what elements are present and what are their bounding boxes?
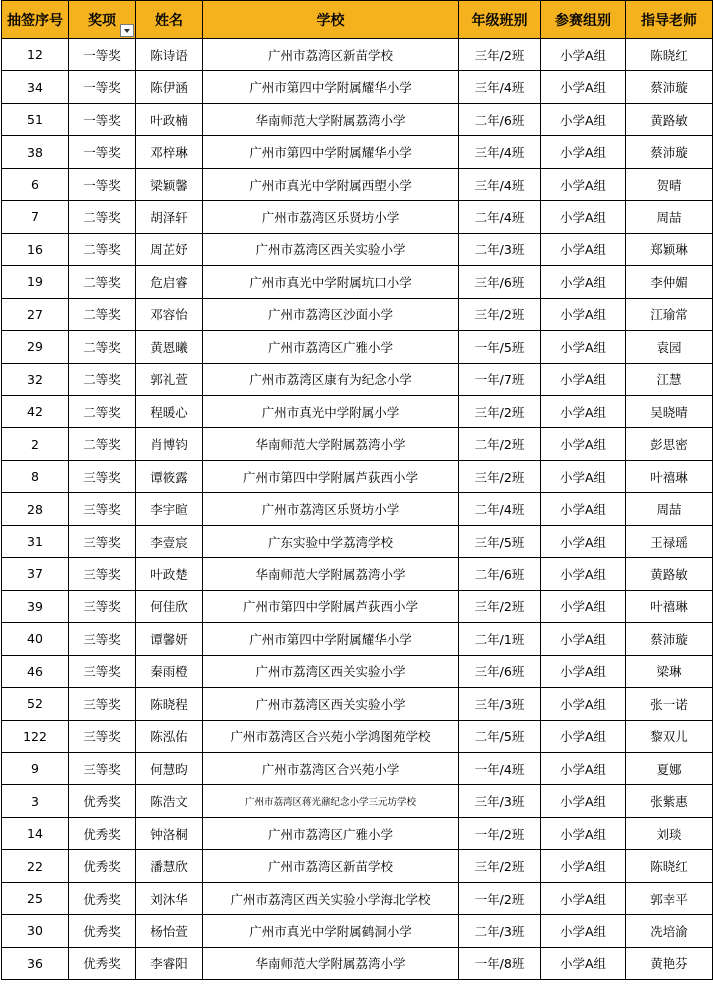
group-cell: 小学A组 (541, 688, 626, 720)
school-cell: 广州市第四中学附属芦荻西小学 (203, 460, 459, 492)
name-cell: 程暖心 (136, 395, 203, 427)
award-cell: 二等奖 (69, 201, 136, 233)
grade-class-cell: 三年/4班 (459, 136, 541, 168)
grade-class-cell: 三年/3班 (459, 785, 541, 817)
school-cell: 广州市荔湾区蒋光鼐纪念小学三元坊学校 (203, 785, 459, 817)
school-cell: 广州市荔湾区合兴苑小学鸿图苑学校 (203, 720, 459, 752)
grade-class-cell: 三年/2班 (459, 460, 541, 492)
group-cell: 小学A组 (541, 363, 626, 395)
group-cell: 小学A组 (541, 590, 626, 622)
school-cell: 广州市真光中学附属鹤洞小学 (203, 915, 459, 947)
table-row (2, 590, 713, 622)
name-cell: 李壹宸 (136, 525, 203, 557)
table-row (2, 331, 713, 363)
name-cell: 叶政楠 (136, 103, 203, 135)
group-cell: 小学A组 (541, 201, 626, 233)
group-cell: 小学A组 (541, 233, 626, 265)
school-cell: 广州市真光中学附属小学 (203, 395, 459, 427)
name-cell: 谭馨妍 (136, 623, 203, 655)
grade-class-cell: 一年/4班 (459, 752, 541, 784)
award-cell: 三等奖 (69, 688, 136, 720)
award-cell: 三等奖 (69, 655, 136, 687)
award-cell: 一等奖 (69, 71, 136, 103)
grade-class-cell: 二年/4班 (459, 493, 541, 525)
group-cell: 小学A组 (541, 168, 626, 200)
draw-number-cell: 22 (2, 850, 69, 882)
award-cell: 二等奖 (69, 266, 136, 298)
table-row (2, 882, 713, 914)
draw-number-cell: 6 (2, 168, 69, 200)
table-row (2, 71, 713, 103)
award-cell: 优秀奖 (69, 882, 136, 914)
group-cell: 小学A组 (541, 785, 626, 817)
school-cell: 广州市荔湾区合兴苑小学 (203, 752, 459, 784)
draw-number-cell: 37 (2, 558, 69, 590)
award-cell: 三等奖 (69, 752, 136, 784)
teacher-cell: 刘琰 (626, 817, 713, 849)
school-cell: 广州市第四中学附属耀华小学 (203, 136, 459, 168)
teacher-cell: 张紫惠 (626, 785, 713, 817)
table-row (2, 785, 713, 817)
group-cell: 小学A组 (541, 39, 626, 71)
teacher-cell: 彭思密 (626, 428, 713, 460)
name-cell: 肖博钧 (136, 428, 203, 460)
draw-number-cell: 40 (2, 623, 69, 655)
draw-number-cell: 8 (2, 460, 69, 492)
group-cell: 小学A组 (541, 460, 626, 492)
group-cell: 小学A组 (541, 395, 626, 427)
award-cell: 二等奖 (69, 298, 136, 330)
draw-number-cell: 29 (2, 331, 69, 363)
draw-number-cell: 52 (2, 688, 69, 720)
grade-class-cell: 三年/2班 (459, 850, 541, 882)
draw-number-cell: 7 (2, 201, 69, 233)
group-cell: 小学A组 (541, 655, 626, 687)
teacher-cell: 袁园 (626, 331, 713, 363)
table-row (2, 395, 713, 427)
name-cell: 李睿阳 (136, 947, 203, 979)
school-cell: 广东实验中学荔湾学校 (203, 525, 459, 557)
draw-number-cell: 51 (2, 103, 69, 135)
grade-class-cell: 三年/4班 (459, 71, 541, 103)
table-row (2, 915, 713, 947)
table-row (2, 136, 713, 168)
award-cell: 二等奖 (69, 395, 136, 427)
name-cell: 杨怡萱 (136, 915, 203, 947)
award-cell: 优秀奖 (69, 785, 136, 817)
table-row (2, 558, 713, 590)
draw-number-cell: 12 (2, 39, 69, 71)
name-cell: 叶政楚 (136, 558, 203, 590)
table-row (2, 363, 713, 395)
name-cell: 胡泽轩 (136, 201, 203, 233)
teacher-cell: 郭幸平 (626, 882, 713, 914)
award-cell: 三等奖 (69, 460, 136, 492)
school-cell: 广州市第四中学附属耀华小学 (203, 623, 459, 655)
award-table (1, 0, 713, 980)
award-cell: 二等奖 (69, 428, 136, 460)
teacher-cell: 冼培渝 (626, 915, 713, 947)
table-row (2, 817, 713, 849)
grade-class-cell: 二年/5班 (459, 720, 541, 752)
teacher-cell: 郑颖琳 (626, 233, 713, 265)
name-cell: 潘慧欣 (136, 850, 203, 882)
group-cell: 小学A组 (541, 266, 626, 298)
grade-class-cell: 二年/2班 (459, 428, 541, 460)
header-name: 姓名 (136, 1, 203, 39)
name-cell: 梁颖馨 (136, 168, 203, 200)
table-row (2, 298, 713, 330)
teacher-cell: 贺晴 (626, 168, 713, 200)
name-cell: 陈伊涵 (136, 71, 203, 103)
award-cell: 三等奖 (69, 623, 136, 655)
header-school: 学校 (203, 1, 459, 39)
teacher-cell: 李仲媚 (626, 266, 713, 298)
award-cell: 二等奖 (69, 233, 136, 265)
group-cell: 小学A组 (541, 428, 626, 460)
grade-class-cell: 三年/3班 (459, 688, 541, 720)
table-row (2, 201, 713, 233)
teacher-cell: 黎双儿 (626, 720, 713, 752)
table-row (2, 39, 713, 71)
table-row (2, 720, 713, 752)
group-cell: 小学A组 (541, 71, 626, 103)
header-group: 参赛组别 (541, 1, 626, 39)
school-cell: 广州市荔湾区乐贤坊小学 (203, 201, 459, 233)
award-cell: 优秀奖 (69, 947, 136, 979)
award-cell: 优秀奖 (69, 850, 136, 882)
draw-number-cell: 30 (2, 915, 69, 947)
award-cell: 一等奖 (69, 103, 136, 135)
teacher-cell: 周喆 (626, 201, 713, 233)
name-cell: 陈诗语 (136, 39, 203, 71)
name-cell: 刘沐华 (136, 882, 203, 914)
grade-class-cell: 二年/1班 (459, 623, 541, 655)
table-row (2, 266, 713, 298)
school-cell: 广州市真光中学附属坑口小学 (203, 266, 459, 298)
award-cell: 三等奖 (69, 525, 136, 557)
school-cell: 广州市荔湾区新苗学校 (203, 850, 459, 882)
grade-class-cell: 三年/2班 (459, 590, 541, 622)
award-cell: 一等奖 (69, 136, 136, 168)
grade-class-cell: 一年/8班 (459, 947, 541, 979)
group-cell: 小学A组 (541, 817, 626, 849)
grade-class-cell: 二年/6班 (459, 558, 541, 590)
group-cell: 小学A组 (541, 915, 626, 947)
teacher-cell: 陈晓红 (626, 850, 713, 882)
table-row (2, 752, 713, 784)
school-cell: 华南师范大学附属荔湾小学 (203, 947, 459, 979)
teacher-cell: 叶禧琳 (626, 460, 713, 492)
group-cell: 小学A组 (541, 947, 626, 979)
grade-class-cell: 一年/2班 (459, 882, 541, 914)
award-cell: 二等奖 (69, 331, 136, 363)
draw-number-cell: 34 (2, 71, 69, 103)
name-cell: 邓梓琳 (136, 136, 203, 168)
draw-number-cell: 3 (2, 785, 69, 817)
award-cell: 三等奖 (69, 590, 136, 622)
teacher-cell: 江慧 (626, 363, 713, 395)
school-cell: 华南师范大学附属荔湾小学 (203, 103, 459, 135)
draw-number-cell: 46 (2, 655, 69, 687)
grade-class-cell: 二年/4班 (459, 201, 541, 233)
name-cell: 黄恩曦 (136, 331, 203, 363)
award-cell: 三等奖 (69, 558, 136, 590)
teacher-cell: 周喆 (626, 493, 713, 525)
award-cell: 优秀奖 (69, 915, 136, 947)
name-cell: 陈泓佑 (136, 720, 203, 752)
table-row (2, 623, 713, 655)
grade-class-cell: 三年/2班 (459, 39, 541, 71)
name-cell: 周芷妤 (136, 233, 203, 265)
group-cell: 小学A组 (541, 850, 626, 882)
school-cell: 广州市荔湾区广雅小学 (203, 331, 459, 363)
draw-number-cell: 38 (2, 136, 69, 168)
teacher-cell: 蔡沛璇 (626, 623, 713, 655)
draw-number-cell: 122 (2, 720, 69, 752)
award-cell: 一等奖 (69, 168, 136, 200)
school-cell: 华南师范大学附属荔湾小学 (203, 428, 459, 460)
table-row (2, 947, 713, 979)
table-row (2, 493, 713, 525)
name-cell: 何慧昀 (136, 752, 203, 784)
teacher-cell: 张一诺 (626, 688, 713, 720)
grade-class-cell: 三年/4班 (459, 168, 541, 200)
name-cell: 秦雨橙 (136, 655, 203, 687)
school-cell: 广州市荔湾区广雅小学 (203, 817, 459, 849)
name-cell: 何佳欣 (136, 590, 203, 622)
teacher-cell: 蔡沛璇 (626, 136, 713, 168)
grade-class-cell: 一年/7班 (459, 363, 541, 395)
award-cell: 一等奖 (69, 39, 136, 71)
grade-class-cell: 二年/3班 (459, 233, 541, 265)
grade-class-cell: 三年/6班 (459, 655, 541, 687)
teacher-cell: 黄路敏 (626, 558, 713, 590)
table-body (2, 39, 713, 980)
group-cell: 小学A组 (541, 623, 626, 655)
teacher-cell: 叶禧琳 (626, 590, 713, 622)
draw-number-cell: 28 (2, 493, 69, 525)
grade-class-cell: 三年/2班 (459, 298, 541, 330)
school-cell: 广州市荔湾区西关实验小学海北学校 (203, 882, 459, 914)
name-cell: 危启睿 (136, 266, 203, 298)
group-cell: 小学A组 (541, 752, 626, 784)
draw-number-cell: 36 (2, 947, 69, 979)
draw-number-cell: 25 (2, 882, 69, 914)
header-award (69, 1, 136, 39)
draw-number-cell: 39 (2, 590, 69, 622)
group-cell: 小学A组 (541, 720, 626, 752)
school-cell: 广州市荔湾区西关实验小学 (203, 655, 459, 687)
name-cell: 陈浩文 (136, 785, 203, 817)
school-cell: 广州市荔湾区新苗学校 (203, 39, 459, 71)
name-cell: 李宇暄 (136, 493, 203, 525)
grade-class-cell: 一年/2班 (459, 817, 541, 849)
header-teacher: 指导老师 (626, 1, 713, 39)
school-cell: 广州市荔湾区西关实验小学 (203, 688, 459, 720)
grade-class-cell: 三年/6班 (459, 266, 541, 298)
group-cell: 小学A组 (541, 103, 626, 135)
grade-class-cell: 一年/5班 (459, 331, 541, 363)
table-row (2, 168, 713, 200)
teacher-cell: 黄艳芬 (626, 947, 713, 979)
award-cell: 三等奖 (69, 493, 136, 525)
group-cell: 小学A组 (541, 882, 626, 914)
teacher-cell: 陈晓红 (626, 39, 713, 71)
award-cell: 二等奖 (69, 363, 136, 395)
grade-class-cell: 二年/6班 (459, 103, 541, 135)
award-cell: 三等奖 (69, 720, 136, 752)
draw-number-cell: 9 (2, 752, 69, 784)
name-cell: 陈晓程 (136, 688, 203, 720)
table-row (2, 688, 713, 720)
group-cell: 小学A组 (541, 331, 626, 363)
draw-number-cell: 32 (2, 363, 69, 395)
draw-number-cell: 19 (2, 266, 69, 298)
school-cell: 广州市荔湾区沙面小学 (203, 298, 459, 330)
draw-number-cell: 14 (2, 817, 69, 849)
draw-number-cell: 16 (2, 233, 69, 265)
name-cell: 钟洛桐 (136, 817, 203, 849)
school-cell: 广州市荔湾区乐贤坊小学 (203, 493, 459, 525)
teacher-cell: 黄路敏 (626, 103, 713, 135)
draw-number-cell: 2 (2, 428, 69, 460)
table-row (2, 428, 713, 460)
award-cell: 优秀奖 (69, 817, 136, 849)
header-row (2, 1, 713, 39)
grade-class-cell: 三年/2班 (459, 395, 541, 427)
school-cell: 广州市第四中学附属耀华小学 (203, 71, 459, 103)
group-cell: 小学A组 (541, 493, 626, 525)
school-cell: 广州市荔湾区西关实验小学 (203, 233, 459, 265)
teacher-cell: 王禄瑶 (626, 525, 713, 557)
table-row (2, 655, 713, 687)
table-row (2, 460, 713, 492)
teacher-cell: 梁琳 (626, 655, 713, 687)
teacher-cell: 吴晓晴 (626, 395, 713, 427)
name-cell: 邓容怡 (136, 298, 203, 330)
group-cell: 小学A组 (541, 525, 626, 557)
table-row (2, 233, 713, 265)
draw-number-cell: 42 (2, 395, 69, 427)
group-cell: 小学A组 (541, 136, 626, 168)
group-cell: 小学A组 (541, 298, 626, 330)
header-grade-class: 年级班别 (459, 1, 541, 39)
table-row (2, 103, 713, 135)
name-cell: 郭礼萱 (136, 363, 203, 395)
header-draw-number: 抽签序号 (2, 1, 69, 39)
grade-class-cell: 三年/5班 (459, 525, 541, 557)
draw-number-cell: 31 (2, 525, 69, 557)
teacher-cell: 蔡沛璇 (626, 71, 713, 103)
school-cell: 华南师范大学附属荔湾小学 (203, 558, 459, 590)
grade-class-cell: 二年/3班 (459, 915, 541, 947)
school-cell: 广州市真光中学附属西塱小学 (203, 168, 459, 200)
header-award-label: 奖项 (88, 12, 116, 29)
school-cell: 广州市荔湾区康有为纪念小学 (203, 363, 459, 395)
filter-dropdown-icon[interactable] (120, 24, 134, 37)
teacher-cell: 夏娜 (626, 752, 713, 784)
group-cell: 小学A组 (541, 558, 626, 590)
teacher-cell: 江瑜常 (626, 298, 713, 330)
table-row (2, 850, 713, 882)
table-row (2, 525, 713, 557)
school-cell: 广州市第四中学附属芦荻西小学 (203, 590, 459, 622)
name-cell: 谭筱露 (136, 460, 203, 492)
draw-number-cell: 27 (2, 298, 69, 330)
